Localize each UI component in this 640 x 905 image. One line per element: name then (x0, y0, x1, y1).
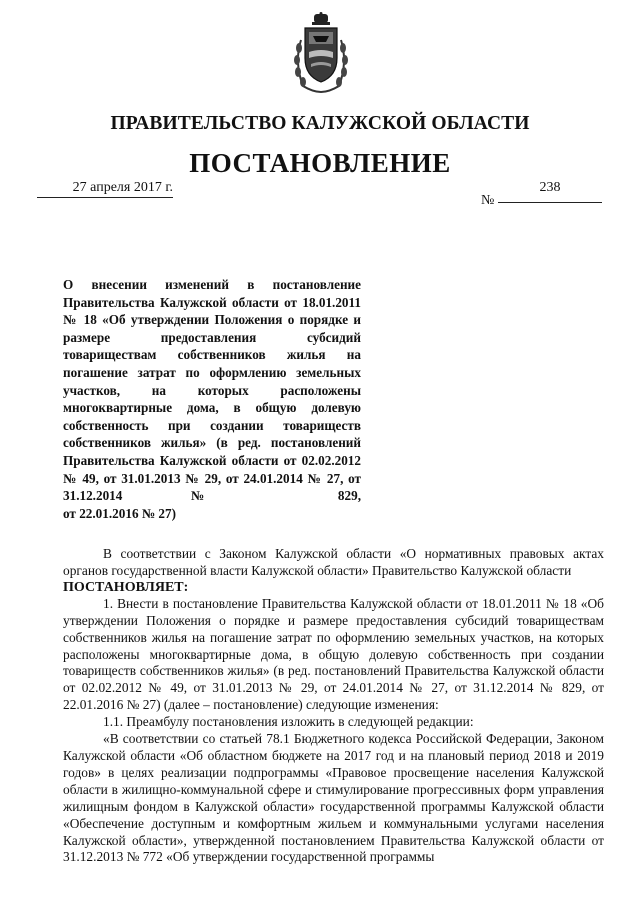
subject-text: О внесении изменений в постановление Правительства Калужской области от 18.01.2011 № 18 «Об утверждении Положения о порядке и размере предоставления субсидий товариществам собственников жилья на погашение затрат по оформлению земельных участков, на которых расположены многоквартирные дома, в общую долевую собственность при создании товариществ собственников жилья» (в ред. постановлений Правительства Калужской области от 02.02.2012 № 49, от 31.01.2013 № 29, от 24.01.2014 № 27, от 31.12.2014 № 829, (63, 277, 361, 504)
preamble-paragraph: В соответствии с Законом Калужской области «О нормативных правовых актах органов государственной власти Калужской области» Правительство Калужской области (63, 546, 604, 578)
document-date: 27 апреля 2017 г. (37, 180, 173, 198)
decree-word: ПОСТАНОВЛЯЕТ: (63, 579, 189, 595)
item-1-paragraph: 1. Внести в постановление Правительства Калужской области от 18.01.2011 № 18 «Об утверждении Положения о порядке и размере предоставления субсидий товариществам собственников жилья на погашение затрат по оформлению земельных участков, на которых расположены многоквартирные дома, в общую долевую собственность при создании товариществ собственников жилья» (в ред. постановлений Правительства Калужской области от 02.02.2012 № 49, от 31.01.2013 № 29, от 24.01.2014 № 27, от 31.12.2014 № 829, от 22.01.2016 № 27) (далее – постановление) следующие изменения: (63, 595, 604, 713)
document-body (63, 546, 604, 866)
document-number: 238 (498, 180, 602, 203)
document-subject (63, 276, 361, 522)
document-type-title: ПОСТАНОВЛЕНИЕ (189, 148, 451, 178)
coat-of-arms-icon (291, 12, 351, 94)
subject-text-end: от 22.01.2016 № 27) (63, 505, 176, 521)
item-1-1-paragraph: 1.1. Преамбулу постановления изложить в следующей редакции: (103, 714, 474, 730)
number-sign: № (481, 193, 495, 208)
government-title: ПРАВИТЕЛЬСТВО КАЛУЖСКОЙ ОБЛАСТИ (110, 113, 530, 134)
quoted-preamble-paragraph: «В соответствии со статьей 78.1 Бюджетного кодекса Российской Федерации, Законом Калужской области «Об областном бюджете на 2017 год и на плановый период 2018 и 2019 годов» в целях реализации подпрограммы «Правовое просвещение населения Калужской области в жилищно-коммунальной сфере и стимулирование прогрессивных форм управления жилищным фондом в Калужской области» государственной программы Калужской области «Обеспечение доступным и комфортным жильем и коммунальными услугами населения Калужской области», утвержденной постановлением Правительства Калужской области от 31.12.2013 № 772 «Об утверждении государственной программы (63, 731, 604, 865)
